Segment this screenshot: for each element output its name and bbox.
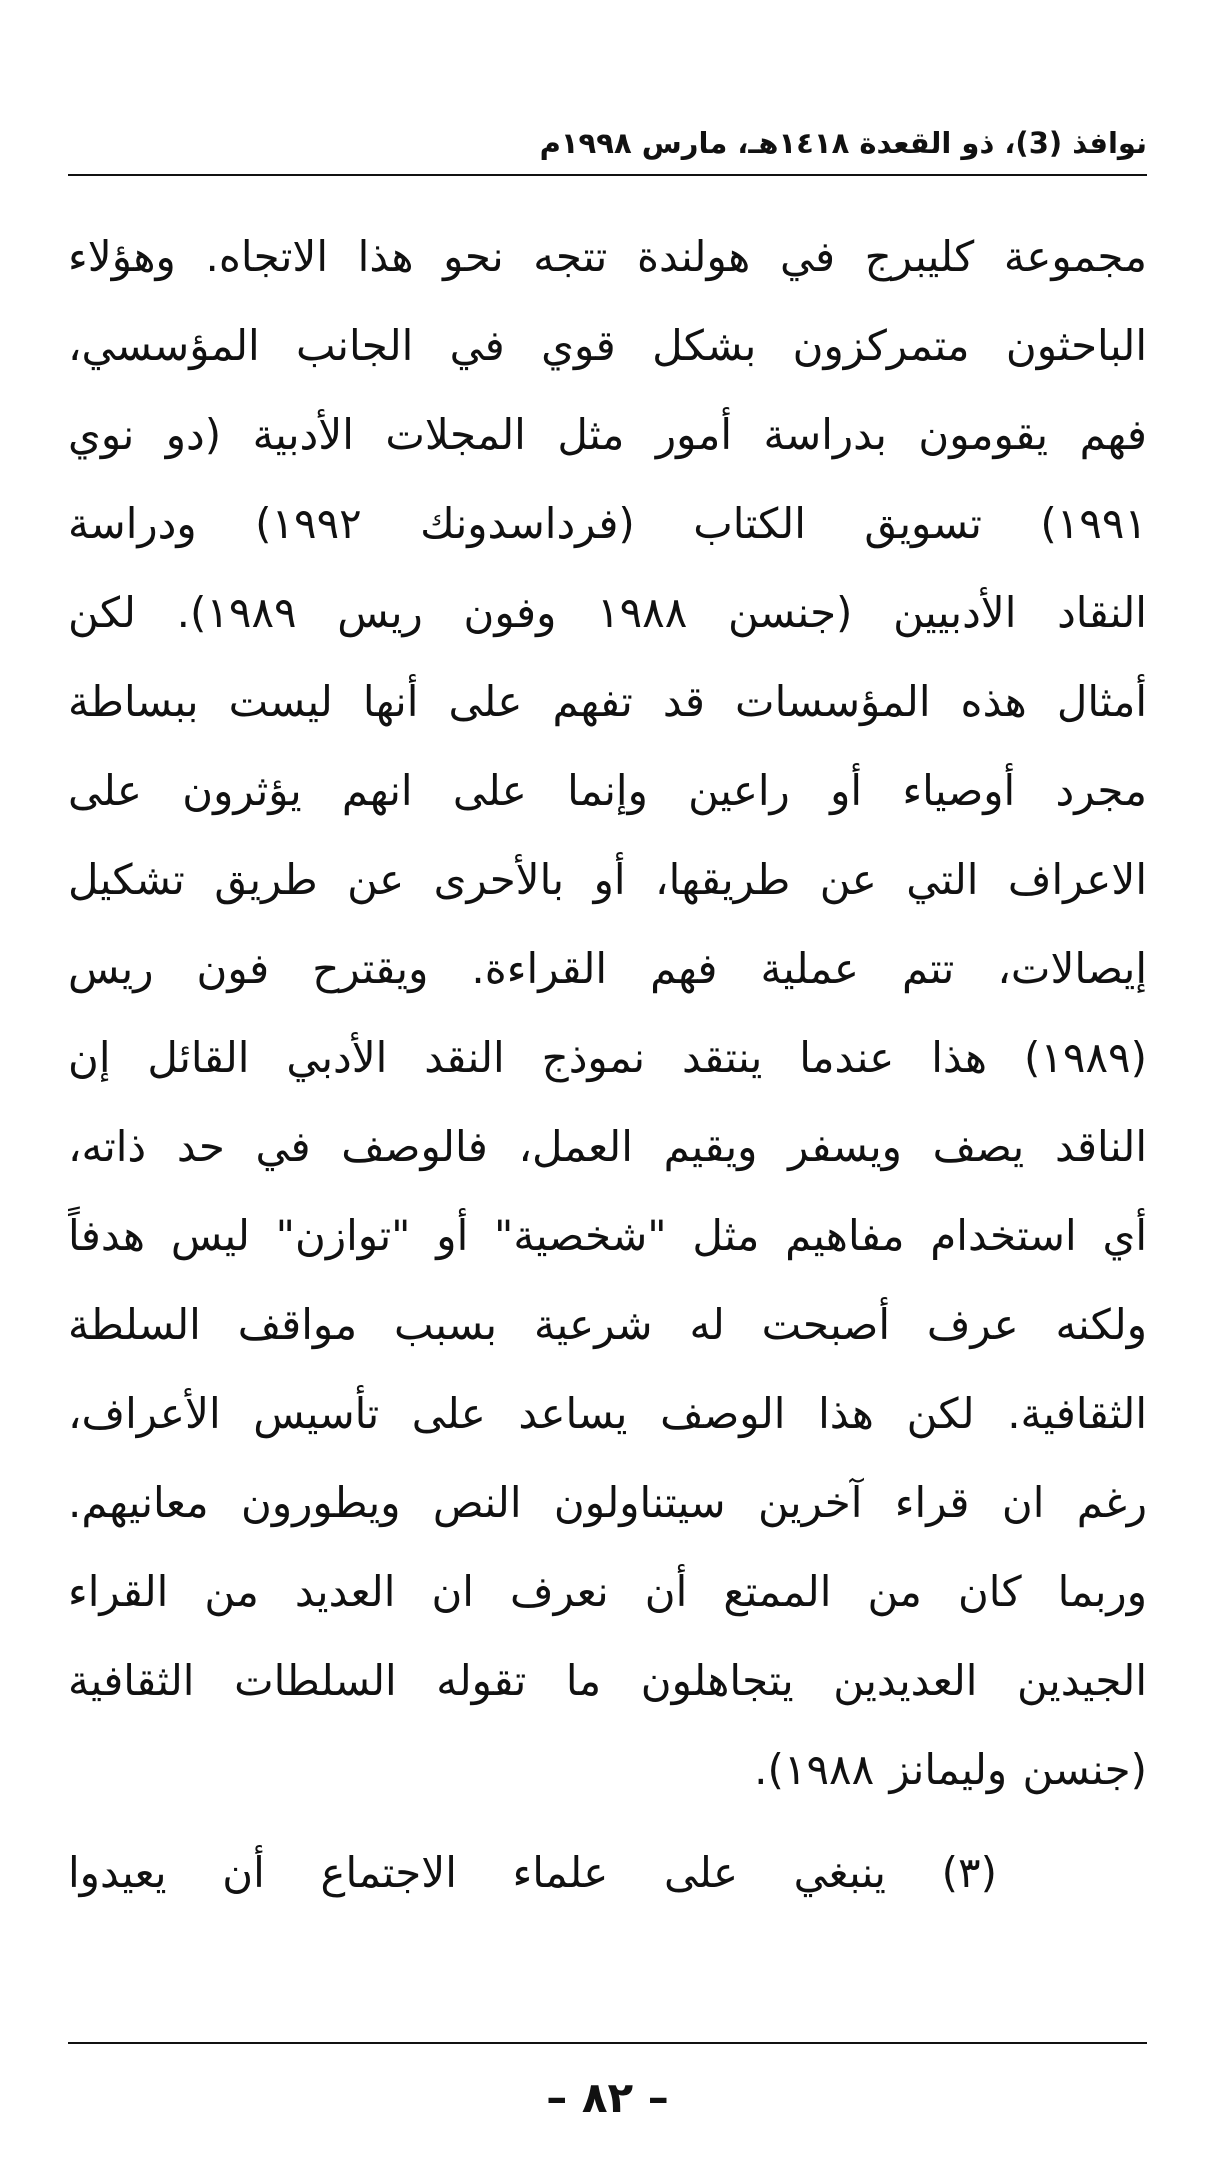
text-line: النقاد الأدبيين (جنسن ١٩٨٨ وفون ريس ١٩٨٩). لكن — [68, 588, 1147, 637]
text-line: ١٩٩١) تسويق الكتاب (فرداسدونك ١٩٩٢) ودراسة — [68, 499, 1147, 548]
text-line: (١٩٨٩) هذا عندما ينتقد نموذج النقد الأدبي القائل إن — [68, 1033, 1147, 1082]
text-line: (٣) ينبغي على علماء الاجتماع أن يعيدوا — [68, 1848, 997, 1897]
footer-rule — [68, 2042, 1147, 2044]
text-line: الباحثون متمركزون بشكل قوي في الجانب المؤسسي، — [68, 321, 1147, 370]
text-line: رغم ان قراء آخرين سيتناولون النص ويطورون معانيهم. — [68, 1478, 1147, 1527]
text-line: (جنسن وليمانز ١٩٨٨). — [754, 1745, 1147, 1794]
text-line: فهم يقومون بدراسة أمور مثل المجلات الأدبية (دو نوي — [68, 410, 1147, 459]
paragraph-gap — [68, 1814, 1147, 1828]
text-line: مجموعة كليبرج في هولندة تتجه نحو هذا الاتجاه. وهؤلاء — [68, 232, 1147, 281]
page-number: – ٨٢ – — [546, 2073, 669, 2122]
text-line: مجرد أوصياء أو راعين وإنما على انهم يؤثرون على — [68, 766, 1147, 815]
text-line: وربما كان من الممتع أن نعرف ان العديد من القراء — [68, 1567, 1147, 1616]
text-line: أمثال هذه المؤسسات قد تفهم على أنها ليست ببساطة — [68, 677, 1147, 726]
running-header: نوافذ (3)، ذو القعدة ١٤١٨هـ، مارس ١٩٩٨م — [539, 126, 1147, 160]
header-rule — [68, 174, 1147, 176]
text-line: الاعراف التي عن طريقها، أو بالأحرى عن طريق تشكيل — [68, 855, 1147, 904]
text-line: الثقافية. لكن هذا الوصف يساعد على تأسيس الأعراف، — [68, 1389, 1147, 1438]
text-line: الناقد يصف ويسفر ويقيم العمل، فالوصف في حد ذاته، — [68, 1122, 1147, 1171]
body-text — [68, 212, 1147, 1917]
text-line: الجيدين العديدين يتجاهلون ما تقوله السلطات الثقافية — [68, 1656, 1147, 1705]
text-line: ولكنه عرف أصبحت له شرعية بسبب مواقف السلطة — [68, 1300, 1147, 1349]
text-line: أي استخدام مفاهيم مثل "شخصية" أو "توازن" ليس هدفاً — [68, 1211, 1147, 1260]
text-line: إيصالات، تتم عملية فهم القراءة. ويقترح فون ريس — [68, 944, 1147, 993]
